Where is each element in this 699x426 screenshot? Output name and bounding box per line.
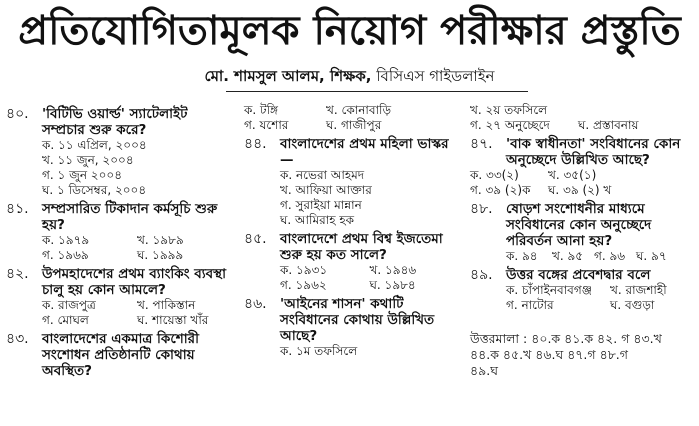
- question-number: ৪৮.: [470, 201, 493, 217]
- question-number: ৪৭.: [470, 136, 493, 152]
- option: খ. ২য় তফসিলে: [470, 103, 548, 117]
- question-45: [244, 231, 459, 293]
- author-org: বিসিএস গাইডলাইন: [376, 67, 495, 85]
- question-text: ষোড়শ সংশোধনীর মাধ্যমে সংবিধানের কোন অনুচ্ছেদে পরিবর্তন আনা হয়?: [506, 201, 652, 249]
- question-40: [6, 106, 232, 198]
- option: ঘ. শায়েস্তা খাঁর: [137, 313, 209, 327]
- question-41: [6, 201, 232, 263]
- question-text: বাংলাদেশের একমাত্র কিশোরী সংশোধন প্রতিষ্ঠানটি কোথায় অবস্থিত?: [42, 331, 199, 379]
- option: গ. ১ জুন ২০০৪: [42, 168, 123, 182]
- question-46-options: [470, 103, 695, 133]
- question-text: উত্তর বঙ্গের প্রবেশদ্বার বলে: [506, 267, 651, 283]
- question-number: ৪১.: [6, 201, 29, 217]
- column-1: [6, 103, 232, 379]
- option: খ. ১৯৮৯: [137, 233, 184, 247]
- answer-key-line: ৪৪.ক ৪৫.খ ৪৬.ঘ ৪৭.গ ৪৮.গ: [470, 347, 628, 362]
- option: খ. ৩৫(১): [548, 168, 597, 182]
- question-42: [6, 266, 232, 328]
- answer-key-line: ৪৯.ঘ: [470, 363, 498, 378]
- question-47: [470, 136, 695, 198]
- question-number: ৪৯.: [470, 267, 493, 283]
- answer-key: [470, 331, 695, 379]
- option: গ. ২৭ অনুচ্ছেদে: [470, 118, 550, 132]
- option: খ. ৯৫: [552, 249, 584, 263]
- question-number: ৪৫.: [244, 231, 267, 247]
- column-3: [470, 103, 695, 379]
- question-43-options: [244, 103, 459, 133]
- option: খ. আফিয়া আক্তার: [280, 183, 372, 197]
- option: গ. নাটোর: [506, 298, 554, 312]
- option: গ. ১৯৬৯: [42, 248, 89, 262]
- option: ঘ. ১ ডিসেম্বর, ২০০৪: [42, 183, 147, 197]
- option: ক. রাজপুত্র: [42, 298, 96, 312]
- question-48: [470, 201, 695, 264]
- question-text: উপমহাদেশের প্রথম ব্যাংকিং ব্যবস্থা চালু হয় কোন আমলে?: [42, 266, 227, 298]
- option: ঘ. বগুড়া: [610, 298, 655, 312]
- page-title: প্রতিযোগিতামূলক নিয়োগ পরীক্ষার প্রস্তুতি: [18, 8, 681, 54]
- question-text: 'বাক স্বাধীনতা' সংবিধানের কোন অনুচ্ছেদে উল্লিখিত আছে?: [506, 136, 681, 168]
- question-text: 'বিটিভি ওয়ার্ল্ড' স্যাটেলাইট সম্প্রচার শুরু করে?: [42, 106, 188, 138]
- option: ঘ. প্রস্তাবনায়: [578, 118, 639, 132]
- question-44: [244, 136, 459, 228]
- option: গ. ১৯৬২: [280, 278, 327, 292]
- question-text: সম্প্রসারিত টিকাদান কর্মসূচি শুরু হয়?: [42, 201, 218, 233]
- option: গ. ৩৯ (২)ক: [470, 183, 531, 197]
- question-49: [470, 267, 695, 313]
- byline-underline: [226, 91, 528, 92]
- option: গ. যশোর: [244, 118, 289, 132]
- option: খ. কোনাবাড়ি: [326, 103, 392, 117]
- option: ঘ. ১৯৮৪: [369, 278, 416, 292]
- option: ঘ. ৯৭: [636, 249, 667, 263]
- question-text: বাংলাদেশের প্রথম মহিলা ভাস্কর—: [280, 136, 449, 168]
- option: ক. ১১ এপ্রিল, ২০০৪: [42, 138, 147, 152]
- option: ক. ১ম তফসিলে: [280, 344, 358, 358]
- column-2: [244, 103, 459, 359]
- question-text: 'আইনের শাসন' কথাটি সংবিধানের কোথায় উল্লিখিত আছে?: [280, 296, 435, 344]
- question-43: [6, 331, 232, 379]
- option: খ. ১৯৪৬: [369, 263, 417, 277]
- option: ঘ. গাজীপুর: [326, 118, 382, 132]
- answer-key-line: উত্তরমালা : ৪০.ক ৪১.ক ৪২. গ ৪৩.খ: [470, 331, 662, 346]
- question-number: ৪২.: [6, 266, 29, 282]
- question-text: বাংলাদেশে প্রথম বিশ্ব ইজতেমা শুরু হয় কত সালে?: [280, 231, 443, 263]
- option: ক. ১৯৭৯: [42, 233, 90, 247]
- question-number: ৪০.: [6, 106, 29, 122]
- option: ক. নভেরা আহমদ: [280, 168, 365, 182]
- option: ঘ. ৩৯ (২) খ: [548, 183, 612, 197]
- question-number: ৪৬.: [244, 296, 267, 312]
- question-number: ৪৪.: [244, 136, 267, 152]
- option: ঘ. আমিরাহ হক: [280, 213, 355, 227]
- option: ক. ১৯৩১: [280, 263, 328, 277]
- option: গ. মোঘল: [42, 313, 89, 327]
- byline: [0, 66, 699, 86]
- option: খ. ১১ জুন, ২০০৪: [42, 153, 134, 167]
- option: ঘ. ১৯৯৯: [137, 248, 184, 262]
- option: খ. পাকিস্তান: [137, 298, 196, 312]
- option: ক. ৩৩(২): [470, 168, 519, 182]
- option: ক. চাঁপাইনবাবগঞ্জ: [506, 283, 592, 297]
- option: খ. রাজশাহী: [610, 283, 667, 297]
- option: ক. ৯৪: [506, 249, 538, 263]
- question-number: ৪৩.: [6, 331, 29, 347]
- author-name: মো. শামসুল আলম, শিক্ষক,: [204, 67, 372, 85]
- option: গ. ৯৬: [594, 249, 626, 263]
- option: ক. টঙ্গি: [244, 103, 278, 117]
- question-46: [244, 296, 459, 359]
- option: গ. সুরাইয়া মান্নান: [280, 198, 362, 212]
